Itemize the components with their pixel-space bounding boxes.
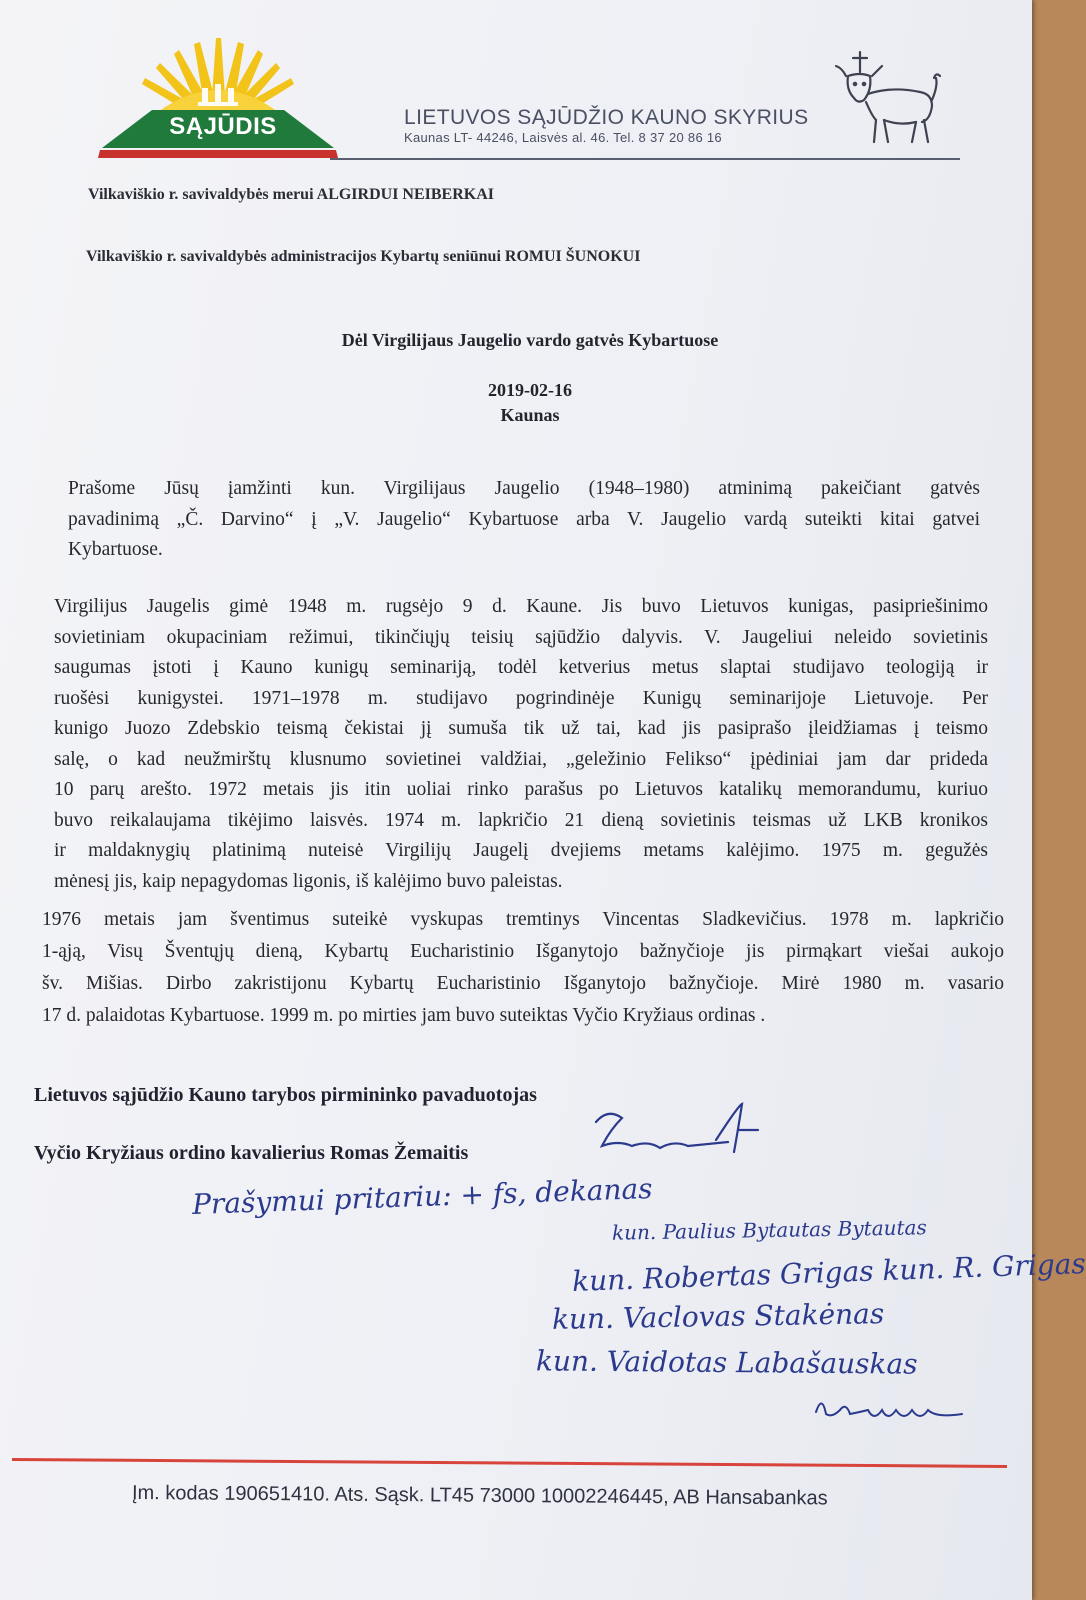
organization-address: Kaunas LT- 44246, Laisvės al. 46. Tel. 8 37 20 86 16 — [404, 130, 722, 145]
text-line: Kybartuose. — [68, 539, 163, 560]
sajudis-logo — [98, 38, 338, 162]
letter-subject: Dėl Virgilijaus Jaugelio vardo gatvės Kybartuose — [341, 330, 719, 350]
letter-place: Kaunas — [500, 405, 560, 425]
handwritten-signatory-2: kun. Robertas Grigas kun. R. Grigas — [571, 1247, 1086, 1298]
kaunas-bull-emblem-icon — [832, 50, 942, 146]
text-line: pavadinimą „Č. Darvino“ į „V. Jaugelio“ Kybartuose arba V. Jaugelio vardą suteikti kitai gatvei — [68, 508, 980, 530]
letterhead — [0, 0, 1032, 170]
header-divider — [330, 158, 960, 160]
text-line: mėnesį jis, kaip nepagydomas ligonis, iš kalėjimo buvo paleistas. — [54, 870, 563, 892]
text-line: 1976 metais jam šventimus suteikė vyskupas tremtinys Vincentas Sladkevičius. 1978 m. lapkričio — [42, 909, 1004, 930]
text-line: Prašome Jūsų įamžinti kun. Virgilijaus Jaugelio (1948–1980) atminimą pakeičiant gatvės — [68, 478, 980, 499]
text-line: buvo reikalaujama tikėjimo laisvės. 1974 m. lapkričio 21 dieną sovietinis teismas už LKB kronikos — [54, 809, 988, 831]
text-line: ir maldaknygių platinimą nuteisė Virgilijų Jaugelį dvejiems metams kalėjimo. 1975 m. gegužės — [54, 840, 988, 861]
signature-zemaitis — [588, 1100, 788, 1170]
text-line: 10 parų arešto. 1972 metais jis itin uoliai rinko parašus po Lietuvos katalikų memorandumu, kuriuo — [54, 779, 988, 800]
footer-divider — [12, 1458, 1007, 1468]
signatory-title: Lietuvos sąjūdžio Kauno tarybos pirmininko pavaduotojas — [34, 1084, 537, 1106]
handwritten-approval: Prašymui pritariu: + fs, dekanas — [191, 1171, 654, 1222]
text-line: šv. Mišias. Dirbo zakristijonu Kybartų Eucharistinio Išganytojo bažnyčioje. Mirė 1980 m. vasario — [42, 973, 1004, 994]
text-line: Virgilijus Jaugelis gimė 1948 m. rugsėjo 9 d. Kaune. Jis buvo Lietuvos kunigas, pasipriešinimo — [54, 596, 988, 617]
letter-date: 2019-02-16 — [488, 380, 572, 400]
ordination-paragraph — [42, 904, 1004, 1032]
text-line: saugumas įstoti į Kauno kunigų seminariją, todėl ketverius metus slaptai studijavo teologiją ir — [54, 657, 988, 678]
logo-wordmark: SĄJŪDIS — [169, 113, 277, 140]
text-line: ruošėsi kunigystei. 1971–1978 m. studijavo pogrindinėje Kunigų seminarijoje Lietuvoje. Per — [54, 687, 988, 709]
text-line: salę, o kad neužmirštų klusnumo sovietinei valdžiai, „geležinio Felikso“ įpėdiniai jam dar prideda — [54, 748, 988, 770]
biography-paragraph — [54, 592, 988, 897]
text-line: 1-ąją, Visų Šventųjų dieną, Kybartų Eucharistinio Išganytojo bažnyčioje jis pirmąkart viešai aukojo — [42, 941, 1004, 962]
handwritten-signatory-4: kun. Vaidotas Labašauskas — [535, 1344, 918, 1381]
organization-name: LIETUVOS SĄJŪDŽIO KAUNO SKYRIUS — [404, 106, 809, 129]
addressee-elder: Vilkaviškio r. savivaldybės administracijos Kybartų seniūnui ROMUI ŠUNOKUI — [86, 248, 641, 265]
handwritten-signatory-3: kun. Vaclovas Stakėnas — [551, 1297, 885, 1336]
text-line: kunigo Juozo Zdebskio teismą čekistai jį sumuša tik už tai, kad jis pasiprašo įleidžiamas į teismo — [54, 718, 988, 739]
company-details: Įm. kodas 190651410. Ats. Sąsk. LT45 73000 10002246445, AB Hansabankas — [131, 1482, 828, 1510]
signatory-name: Vyčio Kryžiaus ordino kavalierius Romas Žemaitis — [34, 1142, 469, 1164]
text-line: sovietiniam okupaciniam režimui, tikinčiųjų teisių sąjūdžio dalyvis. V. Jaugeliui neleido sovietinis — [54, 626, 988, 648]
signature-labasauskas — [812, 1388, 982, 1428]
text-line: 17 d. palaidotas Kybartuose. 1999 m. po mirties jam buvo suteiktas Vyčio Kryžiaus ordinas . — [42, 1005, 766, 1026]
request-paragraph — [68, 474, 980, 566]
addressee-mayor: Vilkaviškio r. savivaldybės merui ALGIRDUI NEIBERKAI — [88, 186, 494, 203]
handwritten-signatory-1: kun. Paulius Bytautas Bytautas — [611, 1215, 927, 1245]
